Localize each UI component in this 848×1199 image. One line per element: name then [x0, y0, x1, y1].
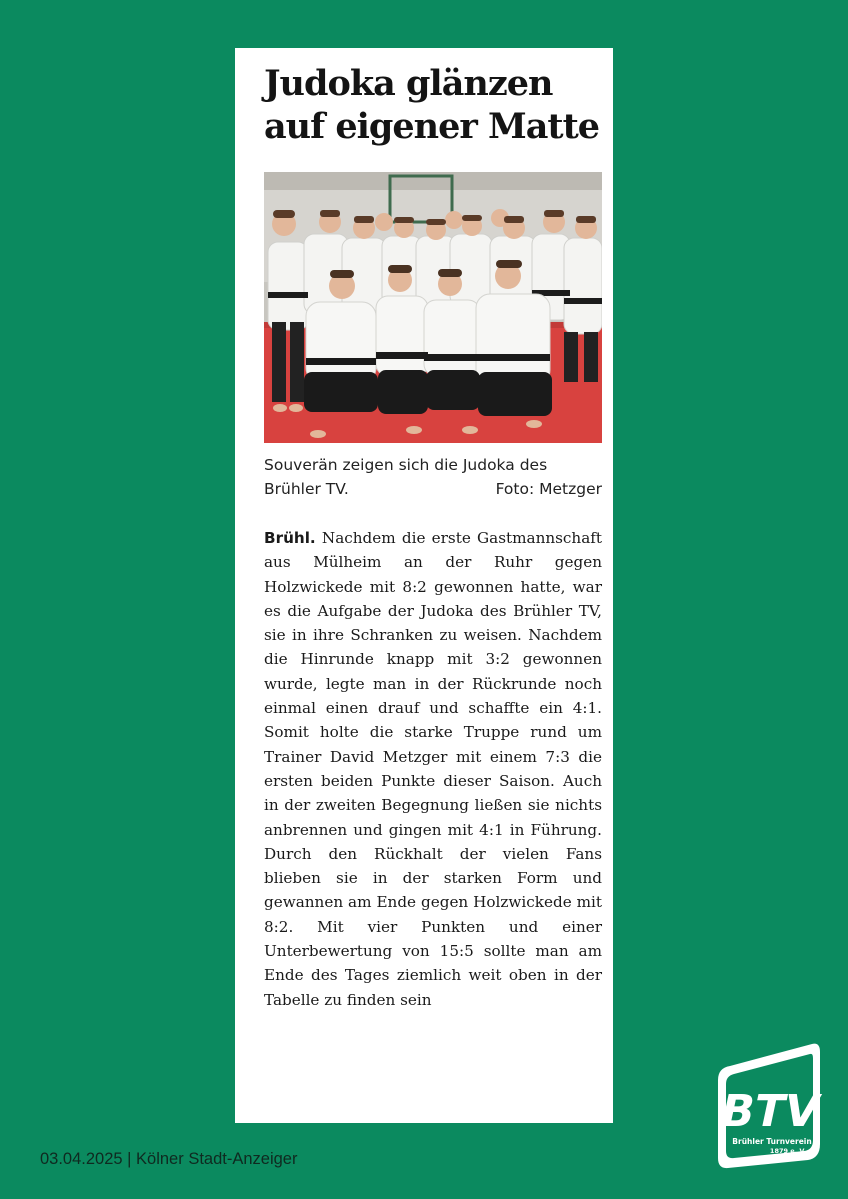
article-text: Nachdem die erste Gastmannschaft aus Mülheim an der Ruhr gegen Holzwickede mit 8:2 gewonnen hatte, war es die Aufgabe der Judoka des Brühler TV, sie in ihre Schranken zu weisen. Nachdem die Hinrunde knapp mit 3:2 gewonnen wurde, legte man in der Rückrunde noch einmal einen drauf und schaffte ein 4:1. Somit holte die starke Truppe rund um Trainer David Metzger mit einem 7:3 die ersten beiden Punkte dieser Saison. Auch in der zweiten Begegnung ließen sie nichts anbrennen und gingen mit 4:1 in Führung. Durch den Rückhalt der vielen Fans blieben sie in der starken Form und gewannen am Ende gegen Holzwickede mit 8:2. Mit vier Punkten und einer Unterbewertung von 15:5 sollte man am Ende des Tages ziemlich weit oben in der Tabelle zu finden sein [264, 529, 602, 1009]
dateline: Brühl. [264, 529, 316, 547]
logo-name: Brühler Turnverein [732, 1137, 812, 1146]
caption-line-2 [264, 477, 602, 501]
newspaper-clipping [235, 48, 613, 1123]
btv-logo [714, 1040, 824, 1170]
logo-letters: BTV [715, 1086, 824, 1137]
photo-credit: Foto: Metzger [495, 480, 602, 498]
team-photo-illustration [264, 172, 602, 443]
headline [264, 62, 604, 148]
caption-line-1: Souverän zeigen sich die Judoka des [264, 456, 548, 474]
photo-caption [264, 453, 602, 501]
caption-text: Brühler TV. [264, 480, 349, 498]
article-body [264, 526, 602, 1012]
logo-year: 1879 e. V. [769, 1147, 807, 1155]
headline-line-2: auf eigener Matte [264, 106, 600, 147]
source-footer: 03.04.2025 | Kölner Stadt-Anzeiger [40, 1150, 298, 1168]
btv-logo-icon [714, 1040, 824, 1170]
team-photo [264, 172, 602, 443]
headline-line-1: Judoka glänzen [264, 63, 553, 104]
